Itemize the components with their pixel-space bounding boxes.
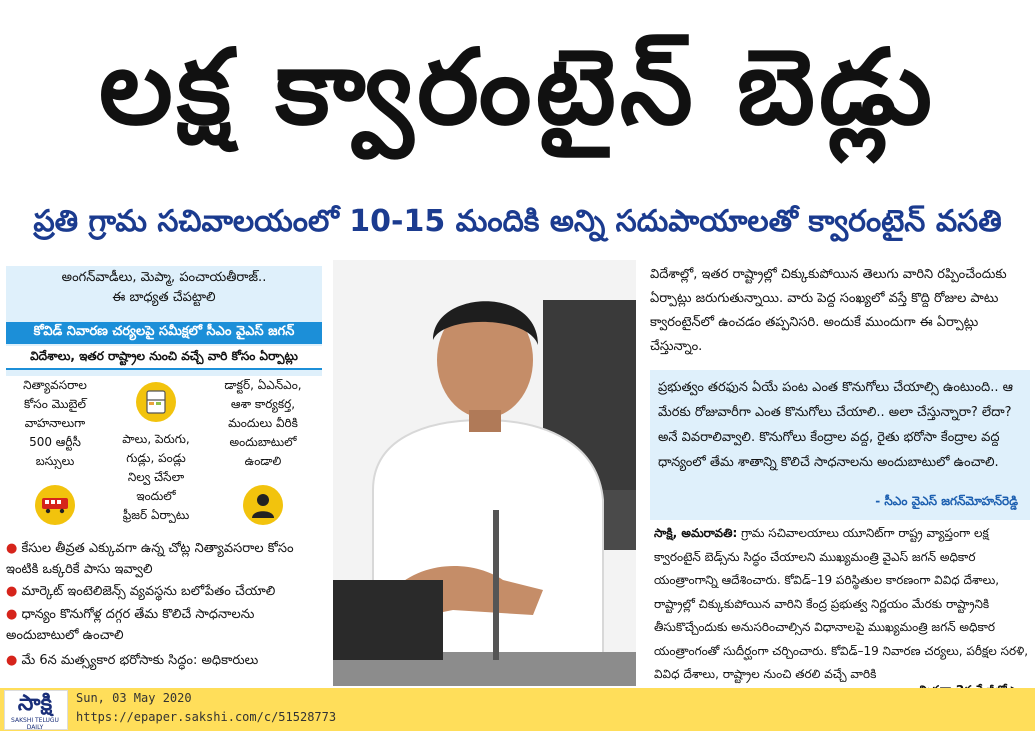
cm-photo — [333, 260, 636, 686]
column-line: నిత్యావసరాల — [23, 378, 87, 392]
bullet-item: ● మార్కెట్ ఇంటెలిజెన్స్ వ్యవస్థను బలోపేతం చేయాలి — [6, 584, 276, 599]
arrangements-band: విదేశాలు, ఇతర రాష్ట్రాల నుంచి వచ్చే వారి కోసం ఏర్పాట్లు — [6, 346, 322, 370]
column-line: ఆశా కార్యకర్త, — [230, 397, 296, 411]
column-line: ఫ్రీజర్ ఏర్పాటు — [122, 508, 190, 522]
story-body — [654, 522, 1030, 687]
column-line: డాక్టర్, ఏఎన్ఎం, — [224, 378, 302, 392]
epaper-url[interactable]: https://epaper.sakshi.com/c/51528773 — [76, 710, 337, 724]
column-line: వాహనాలుగా — [24, 416, 86, 430]
bullet-text: మార్కెట్ ఇంటెలిజెన్స్ వ్యవస్థను బలోపేతం చేయాలి — [21, 584, 276, 599]
logo-subtitle: SAKSHI TELUGU DAILY — [11, 717, 59, 731]
bullet-text: కేసుల తీవ్రత ఎక్కువగా ఉన్న చోట్ల నిత్యావసరాల కోసం ఇంటికి ఒక్కరికే పాసు ఇవ్వాలి — [6, 541, 294, 577]
headline: లక్ష క్వారంటైన్ బెడ్లు — [99, 26, 936, 148]
freezer-icon — [136, 382, 176, 422]
column-line: బస్సులు — [35, 454, 75, 468]
column-line: గుడ్లు, పండ్లు — [126, 451, 186, 465]
bullet-text: ధాన్యం కొనుగోళ్ల దగ్గర తేమ కొలిచే సాధనాలను అందుబాటులో ఉంచాలి — [6, 607, 255, 643]
bullet-text: మే 6న మత్స్యకార భరోసాకు సిద్ధం: అధికారులు — [21, 653, 259, 668]
intro-paragraph: విదేశాల్లో, ఇతర రాష్ట్రాల్లో చిక్కుకుపోయిన తెలుగు వారిని రప్పించేందుకు ఏర్పాట్లు జరుగుతున్నాయి. వారు పెద్ద సంఖ్యలో వస్తే కొద్ది రోజుల పాటు క్వారంటైన్‌లో ఉంచడం తప్పనిసరి. అందుకే ముందుగా ఈ ఏర్పాట్లు చేస్తున్నాం. — [650, 267, 1007, 354]
dateline: సాక్షి, అమరావతి: — [654, 526, 738, 540]
story-text: గ్రామ సచివాలయాలు యూనిట్‌గా రాష్ట్ర వ్యాప్తంగా లక్ష క్వారంటైన్ బెడ్స్‌ను సిద్ధం చేయాలని ముఖ్యమంత్రి వైఎస్ జగన్ అధికార యంత్రాంగాన్ని ఆదేశించారు. కోవిడ్–19 పరిస్థితుల కారణంగా వివిధ దేశాలు, రాష్ట్రాల్లో చిక్కుకుపోయిన వారిని కేంద్ర ప్రభుత్వ నిర్ణయం మేరకు రాష్ట్రానికి తీసుకొచ్చేందుకు అనుసరించాల్సిన విధానాలపై ముఖ్యమంత్రి జగన్ అధికార యంత్రాంగంతో సుదీర్ఘంగా చర్చించారు. కోవిడ్–19 నివారణ చర్యలు, పరీక్షల సరళి, వివిధ దేశాలు, రాష్ట్రాల నుంచి తరలి వచ్చే వారికి — [654, 526, 1029, 681]
column-line: పాలు, పెరుగు, — [122, 432, 190, 446]
subheadline: ప్రతి గ్రామ సచివాలయంలో 10-15 మందికి అన్ని సదుపాయాలతో క్వారంటైన్ వసతి — [33, 204, 1002, 239]
column-line: ఉండాలి — [244, 454, 282, 468]
edition-date: Sun, 03 May 2020 — [76, 691, 192, 705]
column-line: కోసం మొబైల్ — [24, 397, 86, 411]
doctor-icon — [243, 485, 283, 525]
column-line: 500 ఆర్టీసీ — [29, 435, 81, 449]
bullet-item: ● ధాన్యం కొనుగోళ్ల దగ్గర తేమ కొలిచే సాధనాలను అందుబాటులో ఉంచాలి — [6, 607, 255, 643]
column-line: నిల్వ చేసేలా — [127, 470, 185, 484]
agencies-line: ఈ బాధ్యత చేపట్టాలి — [112, 290, 216, 305]
review-band: కోవిడ్ నివారణ చర్యలపై సమీక్షలో సీఎం వైఎస్ జగన్ — [6, 322, 322, 344]
bullet-item: ● మే 6న మత్స్యకార భరోసాకు సిద్ధం: అధికారులు — [6, 653, 259, 668]
cm-quote: ప్రభుత్వం తరఫున ఏయే పంట ఎంత కొనుగోలు చేయాల్సి ఉంటుంది.. ఆ మేరకు రోజువారీగా ఎంత కొనుగోలు చేయాలి.. అలా చేస్తున్నారా? లేదా? అనే వివరాలివ్వాలి. కొనుగోలు కేంద్రాల వద్ద, రైతు భరోసా కేంద్రాల వద్ద ధాన్యంలో తేమ శాతాన్ని కొలిచే సాధనాలను అందుబాటులో ఉంచాలి. — [658, 380, 1013, 470]
bus-icon — [35, 485, 75, 525]
logo-text: సాక్షి — [17, 691, 53, 716]
column-line: ఇందులో — [136, 489, 176, 503]
quote-attribution: - సీఎం వైఎస్ జగన్‌మోహన్‌రెడ్డి — [875, 494, 1018, 508]
agencies-line: అంగన్‌వాడీలు, మెప్మా, పంచాయతీరాజ్.. — [61, 270, 267, 285]
bullet-item: ● కేసుల తీవ్రత ఎక్కువగా ఉన్న చోట్ల నిత్యావసరాల కోసం ఇంటికి ఒక్కరికే పాసు ఇవ్వాలి — [6, 541, 294, 577]
medical-column — [208, 376, 318, 512]
column-line: అందుబాటులో — [229, 435, 297, 449]
freezer-column — [107, 376, 205, 522]
buses-column — [6, 376, 104, 512]
column-line: మందులు వీరికి — [228, 416, 298, 430]
